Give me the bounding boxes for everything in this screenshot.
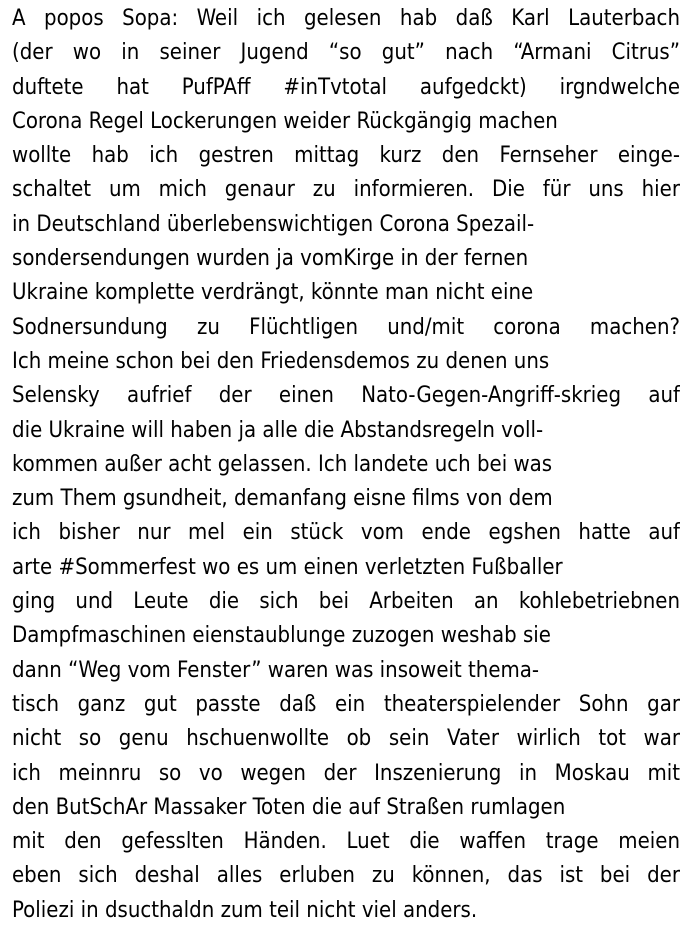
text-line: Sodnersundung zu Flüchtligen und/mit corona machen? [12, 314, 680, 340]
text-line: dann “Weg vom Fenster” waren was insoweit thema- [12, 657, 540, 683]
text-line: Selensky aufrief der einen Nato-Gegen-Angriff-skrieg auf [12, 383, 680, 409]
text-line: tisch ganz gut passte daß ein theaterspielender Sohn gar [12, 691, 680, 717]
text-line: die Ukraine will haben ja alle die Abstandsregeln voll- [12, 417, 544, 443]
text-line: arte #Sommerfest wo es um einen verletzten Fußballer [12, 554, 563, 580]
body-text [12, 2, 680, 928]
text-line: ich meinnru so vo wegen der Inszenierung in Moskau mit [12, 760, 680, 786]
text-line: Ukraine komplette verdrängt, könnte man nicht eine [12, 280, 534, 306]
text-line: ging und Leute die sich bei Arbeiten an kohlebetriebnen [12, 589, 680, 615]
text-line: schaltet um mich genaur zu informieren. Die für uns hier [12, 177, 680, 203]
text-line: mit den gefesslten Händen. Luet die waffen trage meien [12, 829, 680, 855]
text-line: A popos Sopa: Weil ich gelesen hab daß Karl Lauterbach [12, 6, 680, 31]
text-line: zum Them gsundheit, demanfang eisne films von dem [12, 486, 553, 512]
text-line: wollte hab ich gestren mittag kurz den Fernseher einge- [12, 143, 680, 169]
text-line: Poliezi in dsucthaldn zum teil nicht viel anders. [12, 897, 478, 923]
text-line: (der wo in seiner Jugend “so gut” nach “Armani Citrus” [12, 40, 680, 66]
text-line: eben sich deshal alles erluben zu können, das ist bei der [12, 863, 680, 889]
text-line: Corona Regel Lockerungen weider Rückgängig machen [12, 108, 558, 134]
text-line: in Deutschland überlebenswichtigen Corona Spezail- [12, 211, 535, 237]
text-line: kommen außer acht gelassen. Ich landete uch bei was [12, 451, 553, 477]
text-line: Ich meine schon bei den Friedensdemos zu denen uns [12, 348, 550, 374]
text-line: ich bisher nur mel ein stück vom ende egshen hatte auf [12, 520, 680, 546]
text-line: den ButSchAr Massaker Toten die auf Straßen rumlagen [12, 794, 566, 820]
text-line: nicht so genu hschuenwollte ob sein Vater wirlich tot war [12, 726, 680, 752]
text-line: sondersendungen wurden ja vomKirge in der fernen [12, 246, 529, 272]
text-line: duftete hat PufPAff #inTvtotal aufgedckt) irgndwelche [12, 74, 680, 100]
text-line: Dampfmaschinen eienstaublunge zuzogen weshab sie [12, 623, 551, 649]
